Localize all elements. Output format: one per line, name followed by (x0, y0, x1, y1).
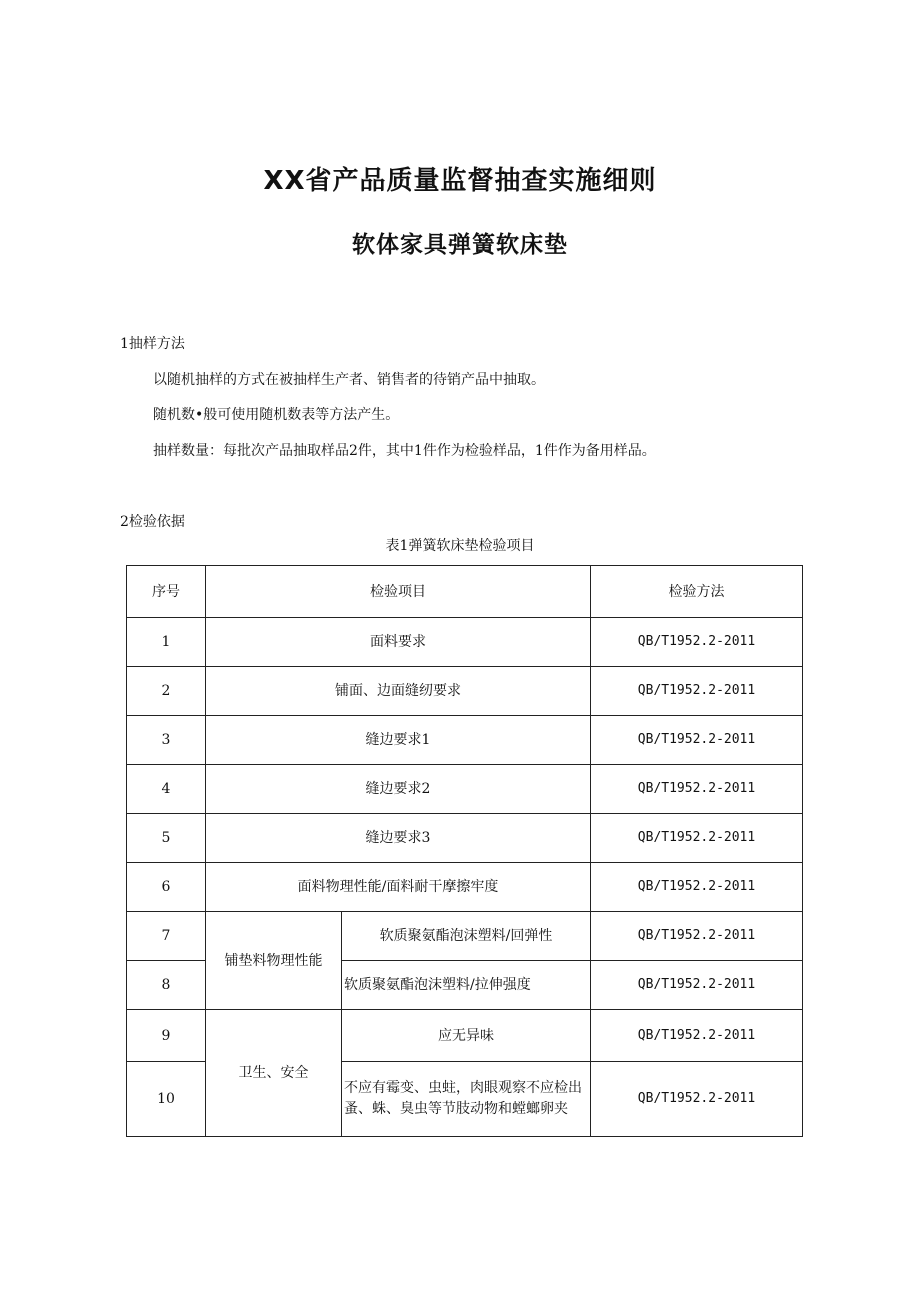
table-header-row (127, 566, 803, 618)
section-1-paragraph: 抽样数量：每批次产品抽取样品2件，其中1件作为检验样品，1件作为备用样品。 (153, 443, 656, 459)
table-row (127, 814, 803, 863)
table-row (127, 716, 803, 765)
inspection-items-table (126, 565, 803, 1137)
table-row (127, 912, 803, 961)
cell-item: 软质聚氨酯泡沫塑料/回弹性 (342, 912, 591, 961)
cell-no: 9 (127, 1010, 206, 1062)
cell-group: 铺垫料物理性能 (206, 912, 342, 1010)
cell-no: 1 (127, 618, 206, 667)
cell-method: QB/T1952.2-2011 (591, 765, 803, 814)
cell-item: 铺面、边面缝纫要求 (206, 667, 591, 716)
section-2-heading: 2检验依据 (120, 514, 185, 530)
cell-no: 10 (127, 1062, 206, 1137)
section-1-paragraph: 随机数•般可使用随机数表等方法产生。 (153, 407, 400, 423)
cell-method: QB/T1952.2-2011 (591, 863, 803, 912)
table-caption: 表1弹簧软床垫检验项目 (385, 538, 535, 554)
cell-item: 面料物理性能/面料耐干摩擦牢度 (206, 863, 591, 912)
cell-no: 8 (127, 961, 206, 1010)
cell-item: 不应有霉变、虫蛀，肉眼观察不应检出蚤、蛛、臭虫等节肢动物和螳螂卵夹 (342, 1062, 591, 1137)
cell-item: 缝边要求2 (206, 765, 591, 814)
table-row (127, 765, 803, 814)
cell-method: QB/T1952.2-2011 (591, 814, 803, 863)
cell-method: QB/T1952.2-2011 (591, 716, 803, 765)
document-subtitle: 软体家具弹簧软床垫 (352, 232, 568, 258)
cell-method: QB/T1952.2-2011 (591, 618, 803, 667)
cell-no: 7 (127, 912, 206, 961)
section-1-heading: 1抽样方法 (120, 336, 185, 352)
cell-no: 5 (127, 814, 206, 863)
cell-group: 卫生、安全 (206, 1010, 342, 1137)
header-no: 序号 (127, 566, 206, 618)
cell-item: 缝边要求1 (206, 716, 591, 765)
cell-item: 面料要求 (206, 618, 591, 667)
cell-method: QB/T1952.2-2011 (591, 667, 803, 716)
cell-no: 6 (127, 863, 206, 912)
cell-method: QB/T1952.2-2011 (591, 1062, 803, 1137)
header-item: 检验项目 (206, 566, 591, 618)
table-row (127, 667, 803, 716)
cell-no: 4 (127, 765, 206, 814)
table-row (127, 1010, 803, 1062)
cell-method: QB/T1952.2-2011 (591, 912, 803, 961)
document-title: XX省产品质量监督抽查实施细则 (263, 166, 657, 196)
cell-no: 2 (127, 667, 206, 716)
cell-method: QB/T1952.2-2011 (591, 1010, 803, 1062)
cell-method: QB/T1952.2-2011 (591, 961, 803, 1010)
table-row (127, 618, 803, 667)
cell-item: 应无异味 (342, 1010, 591, 1062)
section-1-paragraph: 以随机抽样的方式在被抽样生产者、销售者的待销产品中抽取。 (153, 372, 545, 388)
header-method: 检验方法 (591, 566, 803, 618)
table-row (127, 863, 803, 912)
cell-item: 缝边要求3 (206, 814, 591, 863)
cell-item: 软质聚氨酯泡沫塑料/拉伸强度 (342, 961, 591, 1010)
cell-no: 3 (127, 716, 206, 765)
